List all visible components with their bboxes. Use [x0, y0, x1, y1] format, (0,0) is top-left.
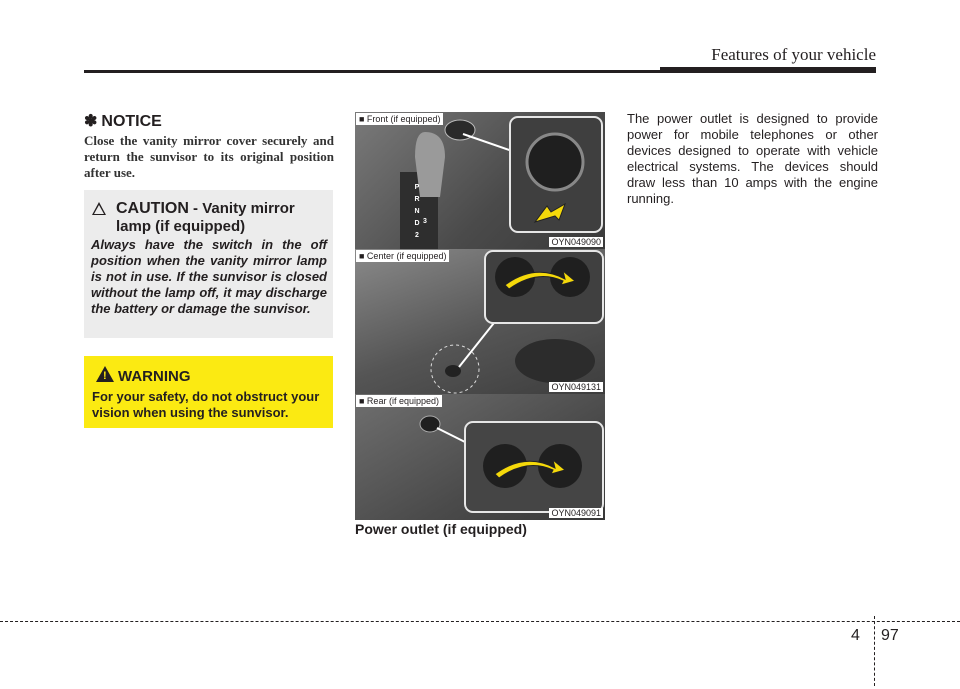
- photo-front-outlet: [355, 112, 605, 249]
- warning-title: WARNING: [118, 368, 191, 385]
- caution-triangle-icon: [92, 202, 106, 215]
- gear-p: P: [414, 184, 420, 191]
- warning-triangle-icon: [96, 366, 114, 382]
- photo-code-center: OYN049131: [551, 382, 601, 392]
- header-rule-accent: [660, 67, 876, 73]
- photo-label-front: ■ Front (if equipped): [356, 113, 443, 125]
- gear-2: 2: [415, 232, 419, 239]
- front-socket: [527, 134, 583, 190]
- photo-label-center: ■ Center (if equipped): [356, 250, 449, 262]
- cup-holder: [515, 339, 595, 383]
- gear-d: D: [414, 220, 420, 227]
- caution-box: [84, 190, 333, 338]
- page-chapter: 4: [851, 627, 860, 644]
- caution-title-sub: - Vanity mirror lamp (if equipped): [116, 200, 295, 235]
- page-number: 97: [881, 627, 899, 644]
- callout-line: [463, 134, 515, 152]
- photo-code-rear: OYN049091: [551, 508, 601, 518]
- photo-center-outlet: [355, 249, 605, 394]
- figure-caption: Power outlet (if equipped): [355, 521, 527, 537]
- gear-r: R: [414, 196, 420, 203]
- photo-rear-outlet: [355, 394, 605, 520]
- caution-title: [116, 200, 326, 236]
- outlet-rear: [420, 416, 440, 432]
- warning-box: [84, 356, 333, 428]
- gear-letters: [411, 182, 423, 242]
- rear-console-illustration: [355, 394, 605, 520]
- footer-rule: [0, 621, 960, 622]
- center-console-illustration: [355, 249, 605, 394]
- gear-3: 3: [423, 218, 427, 225]
- notice-symbol: ✽: [84, 113, 98, 130]
- outlet-center: [445, 365, 461, 377]
- photo-code-front: OYN049090: [551, 237, 601, 247]
- caution-text: Always have the switch in the off position when the vanity mirror lamp is not in use. If the sunvisor is closed without the lamp off, it may discharge the battery or damage the sunvisor.: [91, 237, 327, 316]
- header-title: Features of your vehicle: [711, 45, 876, 64]
- gear-n: N: [414, 208, 420, 215]
- front-console-illustration: [355, 112, 605, 249]
- notice-heading-text: NOTICE: [101, 113, 162, 130]
- notice-body: Close the vanity mirror cover securely and return the sunvisor to its original position after use.: [84, 133, 334, 180]
- footer-divider: [874, 616, 875, 686]
- warning-text: For your safety, do not obstruct your vision when using the sunvisor.: [92, 389, 320, 420]
- photo-label-rear: ■ Rear (if equipped): [356, 395, 442, 407]
- body-text: The power outlet is designed to provide power for mobile telephones or other devices designed to operate with vehicle electrical systems. The devices should draw less than 10 amps with the engine running.: [627, 111, 878, 206]
- caution-title-main: CAUTION: [116, 200, 189, 217]
- notice-heading: [84, 111, 162, 131]
